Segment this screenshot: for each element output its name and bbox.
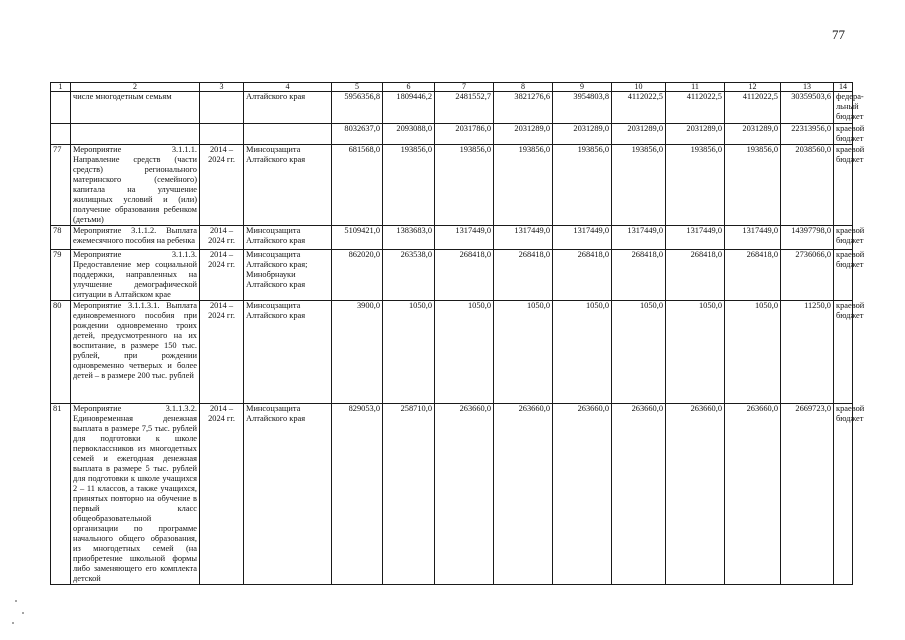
measure-name: Мероприятие 3.1.1.3.1. Выплата единовременного пособия при рождении одновременно троих детей, предусмотренного на их воспитание, в размере 150 тыс. рублей, при рождении одновременно четверых и более детей – в размере 200 тыс. рублей xyxy=(71,301,200,404)
value-cell: 268418,0 xyxy=(494,250,553,301)
row-number: 77 xyxy=(51,145,71,226)
value-cell: 22313956,0 xyxy=(781,124,834,145)
value-cell: 1317449,0 xyxy=(725,226,781,250)
value-cell: 193856,0 xyxy=(383,145,435,226)
value-cell: 1809446,2 xyxy=(383,92,435,124)
value-cell: 263660,0 xyxy=(494,404,553,585)
column-number-cell: 2 xyxy=(71,83,200,92)
column-number-cell: 6 xyxy=(383,83,435,92)
row-number: 79 xyxy=(51,250,71,301)
column-number-cell: 1 xyxy=(51,83,71,92)
value-cell: 3821276,6 xyxy=(494,92,553,124)
value-cell: 263660,0 xyxy=(725,404,781,585)
value-cell: 1050,0 xyxy=(666,301,725,404)
table-row xyxy=(51,124,853,145)
value-cell: 11250,0 xyxy=(781,301,834,404)
column-number-cell: 13 xyxy=(781,83,834,92)
row-number: 80 xyxy=(51,301,71,404)
value-cell: 2031289,0 xyxy=(494,124,553,145)
funding-source: краевой бюджет xyxy=(834,404,853,585)
value-cell: 268418,0 xyxy=(666,250,725,301)
value-cell: 193856,0 xyxy=(666,145,725,226)
table-row xyxy=(51,404,853,585)
value-cell: 263660,0 xyxy=(612,404,666,585)
period-cell: 2014 – 2024 гг. xyxy=(200,145,244,226)
value-cell: 1050,0 xyxy=(494,301,553,404)
table-row xyxy=(51,250,853,301)
value-cell: 1050,0 xyxy=(553,301,612,404)
value-cell: 5956356,8 xyxy=(332,92,383,124)
executor-cell: Минсоцзащита Алтайского края xyxy=(244,301,332,404)
value-cell: 263538,0 xyxy=(383,250,435,301)
value-cell: 263660,0 xyxy=(553,404,612,585)
value-cell: 1317449,0 xyxy=(612,226,666,250)
measure-name: числе многодетным семьям xyxy=(71,92,200,124)
value-cell: 2031289,0 xyxy=(612,124,666,145)
value-cell: 2031786,0 xyxy=(435,124,494,145)
column-number-cell: 9 xyxy=(553,83,612,92)
funding-source: федера-льный бюджет xyxy=(834,92,853,124)
column-number-cell: 12 xyxy=(725,83,781,92)
column-number-cell: 4 xyxy=(244,83,332,92)
value-cell: 1317449,0 xyxy=(666,226,725,250)
value-cell: 862020,0 xyxy=(332,250,383,301)
funding-source: краевой бюджет xyxy=(834,145,853,226)
row-number: 81 xyxy=(51,404,71,585)
value-cell: 193856,0 xyxy=(553,145,612,226)
period-cell: 2014 – 2024 гг. xyxy=(200,250,244,301)
value-cell: 193856,0 xyxy=(725,145,781,226)
value-cell: 3954803,8 xyxy=(553,92,612,124)
scan-speck xyxy=(12,622,14,624)
value-cell: 193856,0 xyxy=(494,145,553,226)
column-number-cell: 11 xyxy=(666,83,725,92)
value-cell: 1383683,0 xyxy=(383,226,435,250)
value-cell: 1317449,0 xyxy=(553,226,612,250)
scan-speck xyxy=(15,600,17,602)
funding-source: краевой бюджет xyxy=(834,250,853,301)
value-cell: 193856,0 xyxy=(612,145,666,226)
value-cell: 193856,0 xyxy=(435,145,494,226)
executor-cell: Минсоцзащита Алтайского края xyxy=(244,404,332,585)
value-cell: 2736066,0 xyxy=(781,250,834,301)
budget-table xyxy=(50,82,865,585)
funding-source: краевой бюджет xyxy=(834,226,853,250)
value-cell: 3900,0 xyxy=(332,301,383,404)
value-cell: 4112022,5 xyxy=(612,92,666,124)
period-cell xyxy=(200,124,244,145)
measure-name: Мероприятие 3.1.1.3. Предоставление мер социальной поддержки, направленных на улучшение демографической ситуации в Алтайском крае xyxy=(71,250,200,301)
value-cell: 1317449,0 xyxy=(435,226,494,250)
column-number-cell: 8 xyxy=(494,83,553,92)
column-number-cell: 14 xyxy=(834,83,853,92)
executor-cell: Минсоцзащита Алтайского края xyxy=(244,226,332,250)
measure-name: Мероприятие 3.1.1.3.2. Единовременная денежная выплата в размере 7,5 тыс. рублей для подготовки к школе первоклассников из многодетных семей и ежегодная денежная выплата в размере 5 тыс. рублей для подготовки к школе учащихся 2 – 11 классов, а также учащихся, принятых повторно на обучение в первый класс общеобразовательной организации по программе начального общего образования, из многодетных семей (на приобретение школьной формы либо заменяющего его комплекта детской xyxy=(71,404,200,585)
period-cell xyxy=(200,92,244,124)
period-cell: 2014 – 2024 гг. xyxy=(200,301,244,404)
executor-cell: Минсоцзащита Алтайского края xyxy=(244,145,332,226)
page-number: 77 xyxy=(832,27,845,42)
table-row xyxy=(51,145,853,226)
funding-source: краевой бюджет xyxy=(834,124,853,145)
row-number xyxy=(51,92,71,124)
executor-cell: Минсоцзащита Алтайского края; Минобрнауки Алтайского края xyxy=(244,250,332,301)
value-cell: 268418,0 xyxy=(725,250,781,301)
period-cell: 2014 – 2024 гг. xyxy=(200,226,244,250)
measure-name: Мероприятие 3.1.1.1. Направление средств (части средств) регионального материнского (семейного) капитала на улучшение жилищных условий и (или) получение образования ребенком (детьми) xyxy=(71,145,200,226)
table-row xyxy=(51,226,853,250)
value-cell: 30359503,6 xyxy=(781,92,834,124)
value-cell: 1050,0 xyxy=(383,301,435,404)
executor-cell xyxy=(244,124,332,145)
executor-cell: Алтайского края xyxy=(244,92,332,124)
table-row xyxy=(51,301,853,404)
value-cell: 258710,0 xyxy=(383,404,435,585)
value-cell: 8032637,0 xyxy=(332,124,383,145)
value-cell: 263660,0 xyxy=(435,404,494,585)
table-row xyxy=(51,92,853,124)
value-cell: 829053,0 xyxy=(332,404,383,585)
value-cell: 1050,0 xyxy=(725,301,781,404)
value-cell: 4112022,5 xyxy=(666,92,725,124)
scan-speck xyxy=(22,612,24,614)
value-cell: 681568,0 xyxy=(332,145,383,226)
column-number-cell: 10 xyxy=(612,83,666,92)
period-cell: 2014 – 2024 гг. xyxy=(200,404,244,585)
column-number-cell: 3 xyxy=(200,83,244,92)
column-number-cell: 5 xyxy=(332,83,383,92)
value-cell: 5109421,0 xyxy=(332,226,383,250)
row-number: 78 xyxy=(51,226,71,250)
value-cell: 2038560,0 xyxy=(781,145,834,226)
column-number-row xyxy=(51,83,853,92)
value-cell: 268418,0 xyxy=(553,250,612,301)
value-cell: 263660,0 xyxy=(666,404,725,585)
column-number-cell: 7 xyxy=(435,83,494,92)
value-cell: 14397798,0 xyxy=(781,226,834,250)
value-cell: 2031289,0 xyxy=(725,124,781,145)
measure-name: Мероприятие 3.1.1.2. Выплата ежемесячного пособия на ребенка xyxy=(71,226,200,250)
measure-name xyxy=(71,124,200,145)
value-cell: 2669723,0 xyxy=(781,404,834,585)
value-cell: 2031289,0 xyxy=(553,124,612,145)
funding-source: краевой бюджет xyxy=(834,301,853,404)
value-cell: 268418,0 xyxy=(435,250,494,301)
value-cell: 1317449,0 xyxy=(494,226,553,250)
value-cell: 2031289,0 xyxy=(666,124,725,145)
value-cell: 2093088,0 xyxy=(383,124,435,145)
value-cell: 1050,0 xyxy=(435,301,494,404)
row-number xyxy=(51,124,71,145)
value-cell: 1050,0 xyxy=(612,301,666,404)
value-cell: 4112022,5 xyxy=(725,92,781,124)
value-cell: 268418,0 xyxy=(612,250,666,301)
value-cell: 2481552,7 xyxy=(435,92,494,124)
